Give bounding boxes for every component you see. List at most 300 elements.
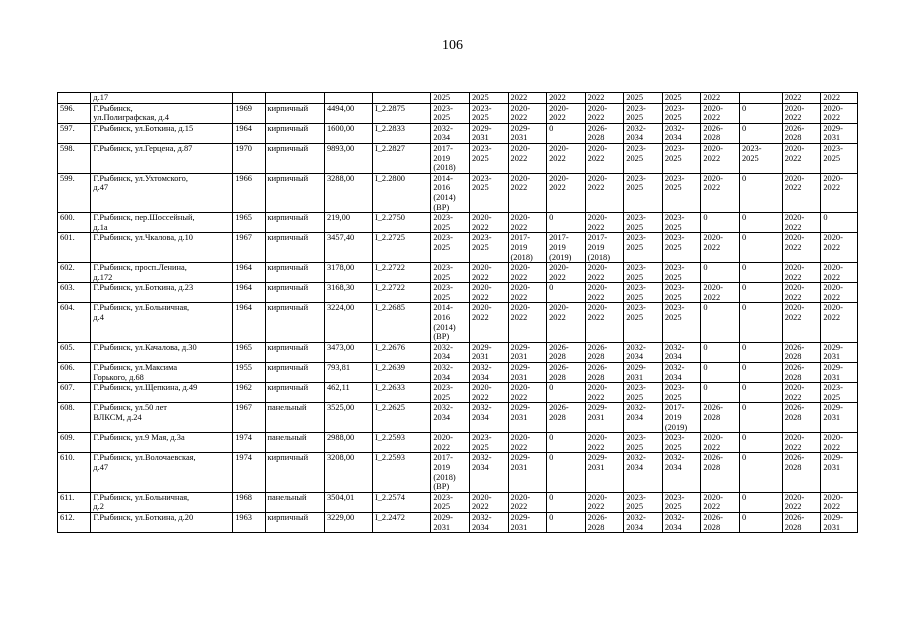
cell-area — [324, 93, 372, 104]
cell-object-code: I_2.2833 — [372, 123, 430, 143]
cell-area: 3525,00 — [324, 403, 372, 433]
cell-period-8: 2020- 2022 — [701, 173, 740, 212]
cell-period-4: 2026- 2028 — [547, 342, 586, 362]
cell-period-6: 2023- 2025 — [624, 173, 663, 212]
cell-period-1: 2032- 2034 — [431, 403, 470, 433]
cell-row-number: 606. — [58, 363, 91, 383]
cell-period-1: 2020- 2022 — [431, 433, 470, 453]
cell-year-built: 1964 — [233, 263, 265, 283]
cell-wall-material: кирпичный — [265, 123, 324, 143]
table-row — [58, 383, 858, 403]
cell-period-8: 0 — [701, 363, 740, 383]
cell-period-9: 0 — [739, 403, 782, 433]
cell-period-5: 2020- 2022 — [585, 103, 624, 123]
cell-period-9: 0 — [739, 233, 782, 263]
cell-period-1: 2023- 2025 — [431, 103, 470, 123]
cell-period-5: 2026- 2028 — [585, 123, 624, 143]
cell-period-1: 2023- 2025 — [431, 213, 470, 233]
cell-wall-material: панельный — [265, 433, 324, 453]
table-body — [58, 93, 858, 533]
cell-year-built: 1964 — [233, 123, 265, 143]
cell-area: 4494,00 — [324, 103, 372, 123]
cell-object-code: I_2.2725 — [372, 233, 430, 263]
cell-address: Г.Рыбинск, ул.Боткина, д.23 — [91, 283, 233, 303]
cell-period-3: 2020- 2022 — [508, 303, 547, 342]
cell-period-8: 0 — [701, 263, 740, 283]
cell-period-7: 2023- 2025 — [662, 433, 701, 453]
cell-period-11: 2020- 2022 — [821, 433, 858, 453]
cell-period-5: 2026- 2028 — [585, 363, 624, 383]
cell-period-1: 2023- 2025 — [431, 383, 470, 403]
cell-period-7: 2023- 2025 — [662, 383, 701, 403]
cell-year-built: 1964 — [233, 283, 265, 303]
table-row — [58, 93, 858, 104]
cell-period-3: 2029- 2031 — [508, 363, 547, 383]
cell-period-8: 2026- 2028 — [701, 123, 740, 143]
cell-period-6: 2032- 2034 — [624, 512, 663, 532]
cell-area: 3504,01 — [324, 492, 372, 512]
cell-period-5: 2020- 2022 — [585, 492, 624, 512]
cell-wall-material: кирпичный — [265, 173, 324, 212]
cell-year-built: 1962 — [233, 383, 265, 403]
cell-year-built: 1964 — [233, 303, 265, 342]
cell-period-3: 2020- 2022 — [508, 283, 547, 303]
cell-period-6: 2032- 2034 — [624, 123, 663, 143]
cell-period-2: 2020- 2022 — [469, 383, 508, 403]
cell-period-11: 2020- 2022 — [821, 103, 858, 123]
cell-period-4: 0 — [547, 213, 586, 233]
cell-address: Г.Рыбинск, ул.Качалова, д.30 — [91, 342, 233, 362]
cell-object-code: I_2.2827 — [372, 143, 430, 173]
cell-object-code: I_2.2633 — [372, 383, 430, 403]
cell-period-2: 2020- 2022 — [469, 492, 508, 512]
cell-period-6: 2032- 2034 — [624, 342, 663, 362]
cell-period-8: 0 — [701, 383, 740, 403]
cell-row-number: 598. — [58, 143, 91, 173]
cell-period-10: 2020- 2022 — [782, 383, 821, 403]
cell-period-9: 0 — [739, 342, 782, 362]
cell-object-code: I_2.2685 — [372, 303, 430, 342]
cell-period-5: 2026- 2028 — [585, 512, 624, 532]
cell-period-5: 2029- 2031 — [585, 453, 624, 492]
cell-period-3: 2029- 2031 — [508, 342, 547, 362]
cell-area: 3473,00 — [324, 342, 372, 362]
cell-area: 3229,00 — [324, 512, 372, 532]
cell-period-1: 2029- 2031 — [431, 512, 470, 532]
cell-period-8: 0 — [701, 213, 740, 233]
cell-period-6: 2025 — [624, 93, 663, 104]
cell-period-1: 2023- 2025 — [431, 263, 470, 283]
cell-wall-material: кирпичный — [265, 263, 324, 283]
cell-period-9: 0 — [739, 492, 782, 512]
cell-period-2: 2032- 2034 — [469, 363, 508, 383]
cell-period-4: 0 — [547, 383, 586, 403]
cell-period-5: 2020- 2022 — [585, 303, 624, 342]
cell-period-7: 2032- 2034 — [662, 453, 701, 492]
cell-period-9: 2023- 2025 — [739, 143, 782, 173]
cell-year-built: 1974 — [233, 453, 265, 492]
cell-address: Г.Рыбинск, ул.Больничная, д.4 — [91, 303, 233, 342]
cell-period-10: 2020- 2022 — [782, 433, 821, 453]
cell-area: 3208,00 — [324, 453, 372, 492]
cell-period-9: 0 — [739, 173, 782, 212]
cell-address: Г.Рыбинск, ул.Боткина, д.20 — [91, 512, 233, 532]
cell-wall-material: панельный — [265, 492, 324, 512]
cell-period-11: 2023- 2025 — [821, 143, 858, 173]
cell-area: 3457,40 — [324, 233, 372, 263]
cell-period-9: 0 — [739, 363, 782, 383]
cell-period-8: 2022 — [701, 93, 740, 104]
cell-period-11: 2020- 2022 — [821, 492, 858, 512]
table-row — [58, 143, 858, 173]
cell-period-10: 2022 — [782, 93, 821, 104]
cell-period-1: 2014- 2016 (2014) (ВР) — [431, 173, 470, 212]
cell-period-1: 2032- 2034 — [431, 342, 470, 362]
cell-address: Г.Рыбинск, ул.Герцена, д.87 — [91, 143, 233, 173]
cell-area: 3224,00 — [324, 303, 372, 342]
cell-row-number: 596. — [58, 103, 91, 123]
table-row — [58, 303, 858, 342]
cell-period-11: 2020- 2022 — [821, 173, 858, 212]
cell-object-code: I_2.2472 — [372, 512, 430, 532]
cell-period-1: 2017- 2019 (2018) (ВР) — [431, 453, 470, 492]
cell-period-6: 2023- 2025 — [624, 233, 663, 263]
cell-period-7: 2023- 2025 — [662, 143, 701, 173]
cell-period-2: 2020- 2022 — [469, 283, 508, 303]
cell-object-code: I_2.2593 — [372, 453, 430, 492]
cell-period-4: 0 — [547, 123, 586, 143]
cell-period-5: 2020- 2022 — [585, 383, 624, 403]
cell-period-6: 2023- 2025 — [624, 143, 663, 173]
cell-object-code — [372, 93, 430, 104]
cell-row-number: 602. — [58, 263, 91, 283]
cell-year-built: 1967 — [233, 233, 265, 263]
cell-period-4: 2020- 2022 — [547, 263, 586, 283]
cell-area: 3178,00 — [324, 263, 372, 283]
cell-period-10: 2026- 2028 — [782, 342, 821, 362]
cell-period-3: 2020- 2022 — [508, 433, 547, 453]
cell-period-8: 0 — [701, 342, 740, 362]
cell-period-6: 2032- 2034 — [624, 403, 663, 433]
cell-wall-material: кирпичный — [265, 383, 324, 403]
cell-year-built: 1963 — [233, 512, 265, 532]
cell-period-9: 0 — [739, 213, 782, 233]
cell-period-10: 2026- 2028 — [782, 453, 821, 492]
cell-period-2: 2029- 2031 — [469, 123, 508, 143]
cell-period-8: 0 — [701, 303, 740, 342]
cell-period-5: 2029- 2031 — [585, 403, 624, 433]
cell-period-8: 2026- 2028 — [701, 453, 740, 492]
cell-period-10: 2020- 2022 — [782, 213, 821, 233]
cell-address: Г.Рыбинск, ул.Чкалова, д.10 — [91, 233, 233, 263]
cell-row-number — [58, 93, 91, 104]
table-row — [58, 233, 858, 263]
cell-period-4: 0 — [547, 453, 586, 492]
cell-address: д.17 — [91, 93, 233, 104]
table-row — [58, 173, 858, 212]
cell-period-5: 2020- 2022 — [585, 263, 624, 283]
cell-period-9: 0 — [739, 283, 782, 303]
cell-area: 2988,00 — [324, 433, 372, 453]
cell-period-5: 2020- 2022 — [585, 433, 624, 453]
cell-period-6: 2023- 2025 — [624, 303, 663, 342]
cell-period-9: 0 — [739, 433, 782, 453]
cell-address: Г.Рыбинск, просп.Ленина, д.172 — [91, 263, 233, 283]
cell-period-7: 2023- 2025 — [662, 492, 701, 512]
cell-period-4: 2020- 2022 — [547, 143, 586, 173]
cell-period-10: 2020- 2022 — [782, 173, 821, 212]
cell-period-1: 2017- 2019 (2018) — [431, 143, 470, 173]
cell-address: Г.Рыбинск, ул.9 Мая, д.3а — [91, 433, 233, 453]
cell-period-8: 2020- 2022 — [701, 103, 740, 123]
table-row — [58, 103, 858, 123]
cell-period-2: 2020- 2022 — [469, 213, 508, 233]
cell-address: Г.Рыбинск, ул.Ухтомского, д.47 — [91, 173, 233, 212]
cell-period-7: 2023- 2025 — [662, 173, 701, 212]
table-row — [58, 363, 858, 383]
cell-period-3: 2020- 2022 — [508, 263, 547, 283]
cell-period-11: 2029- 2031 — [821, 453, 858, 492]
cell-object-code: I_2.2574 — [372, 492, 430, 512]
cell-period-7: 2032- 2034 — [662, 342, 701, 362]
cell-period-6: 2023- 2025 — [624, 433, 663, 453]
cell-period-6: 2023- 2025 — [624, 103, 663, 123]
cell-year-built: 1965 — [233, 342, 265, 362]
cell-period-11: 2029- 2031 — [821, 342, 858, 362]
cell-period-2: 2023- 2025 — [469, 173, 508, 212]
cell-period-8: 2026- 2028 — [701, 512, 740, 532]
cell-period-10: 2026- 2028 — [782, 403, 821, 433]
cell-period-10: 2020- 2022 — [782, 283, 821, 303]
cell-period-1: 2032- 2034 — [431, 123, 470, 143]
cell-row-number: 609. — [58, 433, 91, 453]
table-row — [58, 263, 858, 283]
cell-period-5: 2020- 2022 — [585, 143, 624, 173]
cell-period-11: 2029- 2031 — [821, 123, 858, 143]
table-row — [58, 433, 858, 453]
cell-period-7: 2023- 2025 — [662, 263, 701, 283]
cell-period-11: 0 — [821, 213, 858, 233]
cell-row-number: 607. — [58, 383, 91, 403]
cell-period-10: 2020- 2022 — [782, 263, 821, 283]
cell-year-built: 1974 — [233, 433, 265, 453]
cell-period-10: 2026- 2028 — [782, 123, 821, 143]
cell-period-9 — [739, 93, 782, 104]
cell-period-9: 0 — [739, 453, 782, 492]
cell-area: 793,81 — [324, 363, 372, 383]
cell-period-4: 2020- 2022 — [547, 173, 586, 212]
cell-period-10: 2020- 2022 — [782, 303, 821, 342]
cell-year-built — [233, 93, 265, 104]
cell-period-1: 2023- 2025 — [431, 283, 470, 303]
cell-period-1: 2032- 2034 — [431, 363, 470, 383]
cell-period-6: 2023- 2025 — [624, 492, 663, 512]
cell-period-8: 2026- 2028 — [701, 403, 740, 433]
cell-address: Г.Рыбинск, пер.Шоссейный, д.1а — [91, 213, 233, 233]
cell-period-3: 2029- 2031 — [508, 512, 547, 532]
cell-period-6: 2023- 2025 — [624, 283, 663, 303]
cell-period-3: 2017- 2019 (2018) — [508, 233, 547, 263]
cell-period-4: 2022 — [547, 93, 586, 104]
cell-period-3: 2020- 2022 — [508, 383, 547, 403]
cell-area: 1600,00 — [324, 123, 372, 143]
cell-object-code: I_2.2750 — [372, 213, 430, 233]
cell-period-11: 2020- 2022 — [821, 303, 858, 342]
cell-area: 9893,00 — [324, 143, 372, 173]
cell-object-code: I_2.2875 — [372, 103, 430, 123]
cell-address: Г.Рыбинск, ул.Больничная, д.2 — [91, 492, 233, 512]
cell-period-11: 2023- 2025 — [821, 383, 858, 403]
cell-row-number: 610. — [58, 453, 91, 492]
cell-period-6: 2023- 2025 — [624, 213, 663, 233]
cell-period-4: 0 — [547, 512, 586, 532]
cell-wall-material: кирпичный — [265, 143, 324, 173]
cell-row-number: 612. — [58, 512, 91, 532]
cell-period-5: 2022 — [585, 93, 624, 104]
cell-period-3: 2029- 2031 — [508, 453, 547, 492]
cell-period-9: 0 — [739, 263, 782, 283]
cell-row-number: 603. — [58, 283, 91, 303]
cell-year-built: 1966 — [233, 173, 265, 212]
cell-period-6: 2023- 2025 — [624, 263, 663, 283]
cell-period-2: 2023- 2025 — [469, 103, 508, 123]
cell-period-2: 2023- 2025 — [469, 233, 508, 263]
cell-period-7: 2023- 2025 — [662, 283, 701, 303]
cell-period-1: 2014- 2016 (2014) (ВР) — [431, 303, 470, 342]
cell-wall-material: кирпичный — [265, 233, 324, 263]
cell-row-number: 604. — [58, 303, 91, 342]
page-number: 106 — [442, 38, 463, 53]
cell-period-7: 2023- 2025 — [662, 303, 701, 342]
cell-area: 219,00 — [324, 213, 372, 233]
cell-period-11: 2029- 2031 — [821, 403, 858, 433]
table-row — [58, 342, 858, 362]
cell-year-built: 1970 — [233, 143, 265, 173]
cell-row-number: 600. — [58, 213, 91, 233]
cell-wall-material: кирпичный — [265, 342, 324, 362]
cell-wall-material: кирпичный — [265, 283, 324, 303]
cell-period-11: 2022 — [821, 93, 858, 104]
cell-period-7: 2023- 2025 — [662, 233, 701, 263]
cell-period-5: 2020- 2022 — [585, 173, 624, 212]
cell-period-11: 2020- 2022 — [821, 263, 858, 283]
cell-row-number: 597. — [58, 123, 91, 143]
cell-year-built: 1967 — [233, 403, 265, 433]
cell-row-number: 605. — [58, 342, 91, 362]
cell-period-2: 2025 — [469, 93, 508, 104]
cell-period-8: 2020- 2022 — [701, 433, 740, 453]
table-row — [58, 453, 858, 492]
cell-year-built: 1965 — [233, 213, 265, 233]
cell-period-5: 2020- 2022 — [585, 213, 624, 233]
cell-period-10: 2026- 2028 — [782, 363, 821, 383]
cell-period-3: 2020- 2022 — [508, 173, 547, 212]
cell-year-built: 1969 — [233, 103, 265, 123]
cell-period-2: 2032- 2034 — [469, 512, 508, 532]
cell-period-2: 2029- 2031 — [469, 342, 508, 362]
cell-object-code: I_2.2800 — [372, 173, 430, 212]
cell-address: Г.Рыбинск, ул.Полиграфская, д.4 — [91, 103, 233, 123]
cell-object-code: I_2.2676 — [372, 342, 430, 362]
cell-period-7: 2025 — [662, 93, 701, 104]
cell-area: 3288,00 — [324, 173, 372, 212]
cell-period-10: 2020- 2022 — [782, 143, 821, 173]
cell-period-4: 2026- 2028 — [547, 363, 586, 383]
cell-wall-material: кирпичный — [265, 512, 324, 532]
cell-period-10: 2020- 2022 — [782, 103, 821, 123]
cell-period-4: 2020- 2022 — [547, 303, 586, 342]
cell-object-code: I_2.2593 — [372, 433, 430, 453]
cell-period-2: 2032- 2034 — [469, 403, 508, 433]
table-row — [58, 213, 858, 233]
cell-period-7: 2023- 2025 — [662, 103, 701, 123]
cell-period-1: 2023- 2025 — [431, 492, 470, 512]
cell-period-9: 0 — [739, 103, 782, 123]
cell-period-3: 2020- 2022 — [508, 213, 547, 233]
cell-period-4: 0 — [547, 492, 586, 512]
cell-address: Г.Рыбинск, ул.Волочаевская, д.47 — [91, 453, 233, 492]
table-row — [58, 283, 858, 303]
cell-period-2: 2032- 2034 — [469, 453, 508, 492]
cell-period-3: 2022 — [508, 93, 547, 104]
cell-period-8: 2020- 2022 — [701, 492, 740, 512]
cell-row-number: 611. — [58, 492, 91, 512]
cell-period-3: 2029- 2031 — [508, 123, 547, 143]
cell-period-3: 2020- 2022 — [508, 143, 547, 173]
cell-period-11: 2029- 2031 — [821, 363, 858, 383]
table-row — [58, 512, 858, 532]
cell-period-9: 0 — [739, 383, 782, 403]
cell-period-9: 0 — [739, 512, 782, 532]
cell-period-11: 2020- 2022 — [821, 233, 858, 263]
cell-wall-material: кирпичный — [265, 213, 324, 233]
table-row — [58, 492, 858, 512]
cell-period-5: 2020- 2022 — [585, 283, 624, 303]
cell-year-built: 1968 — [233, 492, 265, 512]
cell-row-number: 599. — [58, 173, 91, 212]
cell-period-3: 2029- 2031 — [508, 403, 547, 433]
cell-period-6: 2032- 2034 — [624, 453, 663, 492]
cell-period-4: 2020- 2022 — [547, 103, 586, 123]
cell-wall-material: кирпичный — [265, 453, 324, 492]
cell-wall-material: кирпичный — [265, 303, 324, 342]
cell-year-built: 1955 — [233, 363, 265, 383]
cell-period-9: 0 — [739, 123, 782, 143]
cell-period-7: 2032- 2034 — [662, 512, 701, 532]
cell-wall-material: кирпичный — [265, 363, 324, 383]
cell-period-9: 0 — [739, 303, 782, 342]
cell-wall-material: кирпичный — [265, 103, 324, 123]
cell-period-1: 2025 — [431, 93, 470, 104]
cell-period-8: 2020- 2022 — [701, 283, 740, 303]
cell-period-2: 2023- 2025 — [469, 143, 508, 173]
table-row — [58, 123, 858, 143]
cell-period-7: 2032- 2034 — [662, 363, 701, 383]
cell-period-2: 2020- 2022 — [469, 303, 508, 342]
cell-period-4: 2026- 2028 — [547, 403, 586, 433]
cell-period-10: 2020- 2022 — [782, 233, 821, 263]
cell-row-number: 601. — [58, 233, 91, 263]
cell-address: Г.Рыбинск, ул.50 лет ВЛКСМ, д.24 — [91, 403, 233, 433]
cell-row-number: 608. — [58, 403, 91, 433]
cell-period-7: 2023- 2025 — [662, 213, 701, 233]
cell-period-10: 2026- 2028 — [782, 512, 821, 532]
cell-period-4: 0 — [547, 433, 586, 453]
cell-period-8: 2020- 2022 — [701, 143, 740, 173]
cell-period-6: 2023- 2025 — [624, 383, 663, 403]
cell-period-1: 2023- 2025 — [431, 233, 470, 263]
cell-period-2: 2023- 2025 — [469, 433, 508, 453]
